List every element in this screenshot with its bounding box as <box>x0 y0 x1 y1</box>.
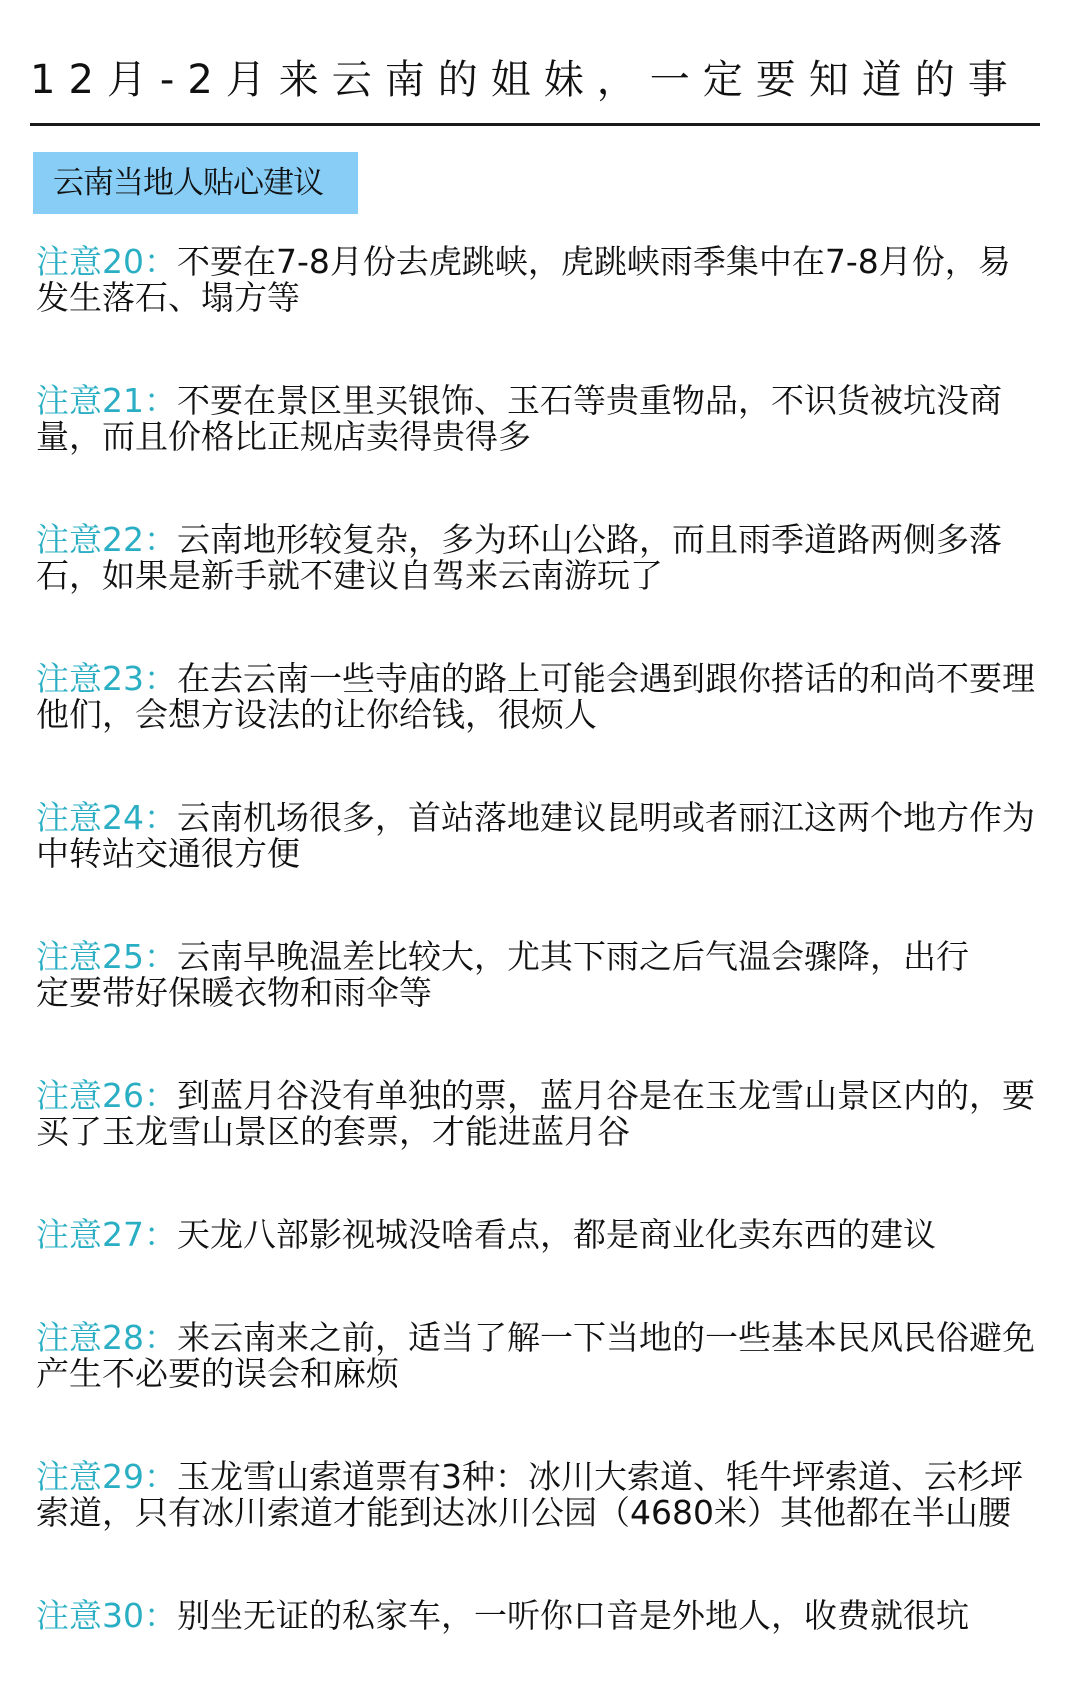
note-item-30 <box>36 1598 1036 1634</box>
note-item-29 <box>36 1459 1036 1531</box>
note-item-20 <box>36 244 1036 316</box>
note-item-21 <box>36 383 1036 455</box>
note-label: 注意22： <box>36 520 177 559</box>
note-text: 云南机场很多，首站落地建议昆明或者丽江这两个地方作为中转站交通很方便 <box>36 798 1035 873</box>
note-text: 不要在景区里买银饰、玉石等贵重物品，不识货被坑没商量，而且价格比正规店卖得贵得多 <box>36 381 1002 456</box>
note-label: 注意24： <box>36 798 177 837</box>
note-text: 玉龙雪山索道票有3种：冰川大索道、牦牛坪索道、云杉坪索道，只有冰川索道才能到达冰川公园（4680米）其他都在半山腰 <box>36 1457 1023 1532</box>
note-text: 别坐无证的私家车，一听你口音是外地人，收费就很坑 <box>177 1596 969 1635</box>
note-item-25 <box>36 939 1036 1011</box>
note-text: 云南早晚温差比较大，尤其下雨之后气温会骤降，出行 <box>177 937 969 976</box>
note-label: 注意28： <box>36 1318 177 1357</box>
page-title: 12月-2月来云南的姐妹，一定要知道的事 <box>30 57 1021 103</box>
note-item-22 <box>36 522 1036 594</box>
note-text: 不要在7-8月份去虎跳峡，虎跳峡雨季集中在7-8月份，易发生落石、塌方等 <box>36 242 1011 317</box>
note-item-28 <box>36 1320 1036 1392</box>
note-label: 注意20： <box>36 242 177 281</box>
note-item-26 <box>36 1078 1036 1150</box>
note-text: 在去云南一些寺庙的路上可能会遇到跟你搭话的和尚不要理他们，会想方设法的让你给钱，很烦人 <box>36 659 1035 734</box>
note-item-23 <box>36 661 1036 733</box>
note-text: 来云南来之前，适当了解一下当地的一些基本民风民俗避免产生不必要的误会和麻烦 <box>36 1318 1035 1393</box>
note-text-continued: 定要带好保暖衣物和雨伞等 <box>36 973 432 1012</box>
note-text: 到蓝月谷没有单独的票，蓝月谷是在玉龙雪山景区内的，要买了玉龙雪山景区的套票，才能进蓝月谷 <box>36 1076 1035 1151</box>
section-badge: 云南当地人贴心建议 <box>33 152 358 214</box>
note-list <box>36 244 1036 1701</box>
note-item-27 <box>36 1217 1036 1253</box>
note-label: 注意30： <box>36 1596 177 1635</box>
note-item-24 <box>36 800 1036 872</box>
note-label: 注意27： <box>36 1215 177 1254</box>
note-label: 注意29： <box>36 1457 177 1496</box>
title-divider <box>30 123 1040 126</box>
note-label: 注意26： <box>36 1076 177 1115</box>
note-label: 注意23： <box>36 659 177 698</box>
note-text: 天龙八部影视城没啥看点，都是商业化卖东西的建议 <box>177 1215 936 1254</box>
note-text: 云南地形较复杂，多为环山公路，而且雨季道路两侧多落石，如果是新手就不建议自驾来云南游玩了 <box>36 520 1002 595</box>
note-label: 注意21： <box>36 381 177 420</box>
note-label: 注意25： <box>36 937 177 976</box>
